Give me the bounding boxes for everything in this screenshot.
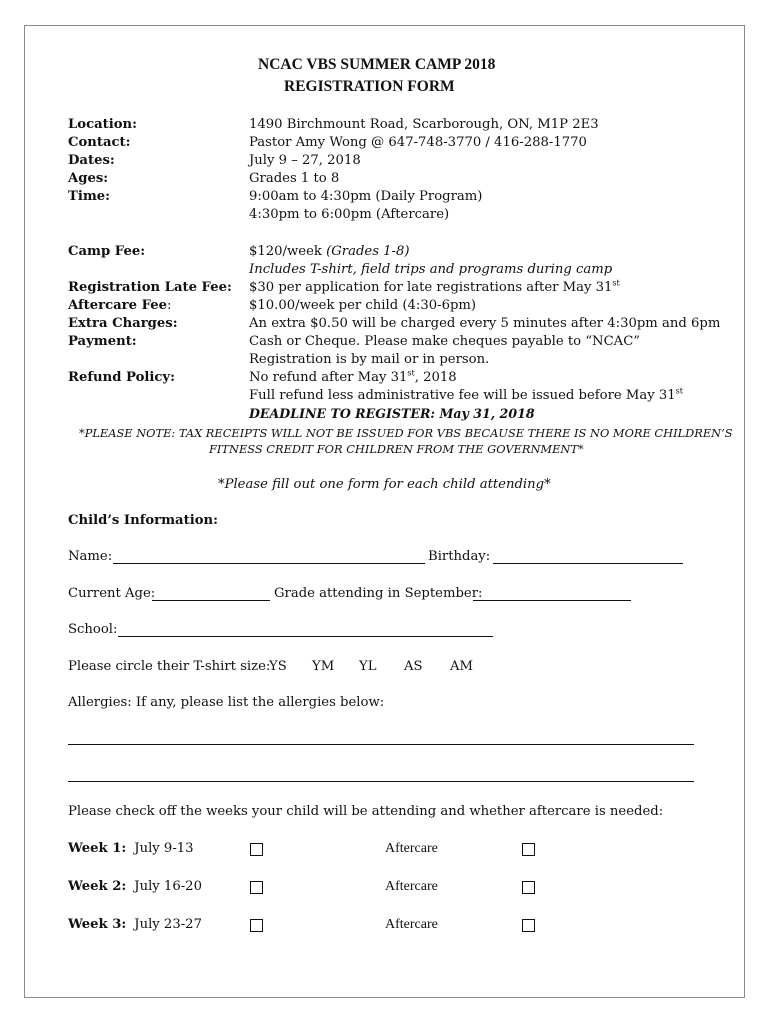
week-2-aftercare-checkbox[interactable] (522, 881, 535, 900)
camp-fee-grades: (Grades 1-8) (326, 244, 410, 259)
school-input-line[interactable] (118, 636, 493, 637)
camp-fee-label: Camp Fee: (68, 244, 146, 259)
deadline-text: DEADLINE TO REGISTER: May 31, 2018 (249, 406, 535, 421)
week-1-aftercare-checkbox[interactable] (522, 843, 535, 862)
week-1-dates: July 9-13 (134, 841, 194, 856)
week-3-row (68, 916, 202, 934)
location-label: Location: (68, 117, 137, 132)
week-3-dates: July 23-27 (134, 917, 202, 932)
checkbox-icon (250, 881, 263, 894)
tshirt-label: Please circle their T-shirt size: (68, 659, 271, 674)
late-fee-sup: st (612, 278, 620, 288)
checkbox-icon (522, 919, 535, 932)
birthday-label: Birthday: (428, 549, 491, 564)
refund-value-2 (249, 387, 683, 405)
refund-label: Refund Policy: (68, 370, 175, 385)
allergies-input-line-1[interactable] (68, 744, 694, 745)
week-1-label: Week 1: (68, 841, 127, 856)
dates-value: July 9 – 27, 2018 (249, 153, 361, 168)
week-2-aftercare-label: Aftercare (385, 879, 438, 894)
child-info-heading: Child’s Information: (68, 513, 218, 528)
form-subtitle: REGISTRATION FORM (284, 78, 455, 95)
week-1-checkbox[interactable] (250, 843, 263, 862)
camp-fee-value (249, 243, 410, 261)
aftercare-fee-value: $10.00/week per child (4:30-6pm) (249, 298, 477, 313)
time-label: Time: (68, 189, 111, 204)
allergies-input-line-2[interactable] (68, 781, 694, 782)
refund-value-1a: No refund after May 31 (249, 370, 408, 385)
name-label: Name: (68, 549, 113, 564)
time-value-aftercare: 4:30pm to 6:00pm (Aftercare) (249, 207, 450, 222)
checkbox-icon (522, 881, 535, 894)
school-label: School: (68, 622, 118, 637)
tshirt-size-yl[interactable]: YL (359, 659, 377, 674)
refund-value-1b: , 2018 (414, 370, 457, 385)
ages-value: Grades 1 to 8 (249, 171, 340, 186)
week-3-aftercare-checkbox[interactable] (522, 919, 535, 938)
week-2-checkbox[interactable] (250, 881, 263, 900)
week-2-row (68, 878, 202, 896)
payment-registration: Registration is by mail or in person. (249, 352, 490, 367)
tshirt-size-ym[interactable]: YM (312, 659, 335, 674)
extra-charges-label: Extra Charges: (68, 316, 178, 331)
checkbox-icon (250, 843, 263, 856)
refund-value-2-sup: st (675, 386, 683, 396)
week-2-dates: July 16-20 (134, 879, 202, 894)
contact-label: Contact: (68, 135, 131, 150)
one-form-note: *Please fill out one form for each child attending* (218, 477, 551, 492)
time-value-daily: 9:00am to 4:30pm (Daily Program) (249, 189, 483, 204)
tax-note-line2: FITNESS CREDIT FOR CHILDREN FROM THE GOVERNMENT* (209, 442, 584, 456)
current-age-label: Current Age: (68, 586, 156, 601)
late-fee-label: Registration Late Fee: (68, 280, 232, 295)
aftercare-fee-label (68, 297, 171, 315)
tshirt-size-ys[interactable]: YS (269, 659, 287, 674)
checkbox-icon (522, 843, 535, 856)
birthday-input-line[interactable] (493, 563, 683, 564)
form-title: NCAC VBS SUMMER CAMP 2018 (258, 56, 496, 73)
camp-fee-amount: $120/week (249, 244, 322, 259)
aftercare-fee-label-text: Aftercare Fee (68, 298, 168, 313)
tshirt-size-am[interactable]: AM (450, 659, 474, 674)
tshirt-size-as[interactable]: AS (404, 659, 423, 674)
name-input-line[interactable] (113, 563, 425, 564)
payment-label: Payment: (68, 334, 137, 349)
allergies-label: Allergies: If any, please list the allergies below: (68, 695, 385, 710)
location-value: 1490 Birchmount Road, Scarborough, ON, M1P 2E3 (249, 117, 599, 132)
refund-value-1 (249, 369, 457, 387)
late-fee-text: $30 per application for late registrations after May 31 (249, 280, 613, 295)
dates-label: Dates: (68, 153, 115, 168)
weeks-instruction: Please check off the weeks your child will be attending and whether aftercare is needed: (68, 804, 664, 819)
current-age-input-line[interactable] (152, 600, 270, 601)
aftercare-fee-colon: : (167, 298, 172, 313)
camp-fee-includes: Includes T-shirt, field trips and programs during camp (249, 262, 613, 277)
week-1-row (68, 840, 194, 858)
tax-note-line1: *PLEASE NOTE: TAX RECEIPTS WILL NOT BE ISSUED FOR VBS BECAUSE THERE IS NO MORE CHILDREN’S (79, 426, 733, 440)
week-1-aftercare-label: Aftercare (385, 841, 438, 856)
grade-input-line[interactable] (473, 600, 631, 601)
late-fee-value (249, 279, 620, 297)
ages-label: Ages: (68, 171, 109, 186)
grade-label: Grade attending in September: (274, 586, 483, 601)
week-3-checkbox[interactable] (250, 919, 263, 938)
week-3-aftercare-label: Aftercare (385, 917, 438, 932)
checkbox-icon (250, 919, 263, 932)
extra-charges-value: An extra $0.50 will be charged every 5 minutes after 4:30pm and 6pm (249, 316, 721, 331)
week-3-label: Week 3: (68, 917, 127, 932)
contact-value: Pastor Amy Wong @ 647-748-3770 / 416-288-1770 (249, 135, 587, 150)
week-2-label: Week 2: (68, 879, 127, 894)
payment-value: Cash or Cheque. Please make cheques payable to “NCAC” (249, 334, 641, 349)
refund-value-2-text: Full refund less administrative fee will be issued before May 31 (249, 388, 676, 403)
refund-value-1-sup: st (407, 368, 415, 378)
